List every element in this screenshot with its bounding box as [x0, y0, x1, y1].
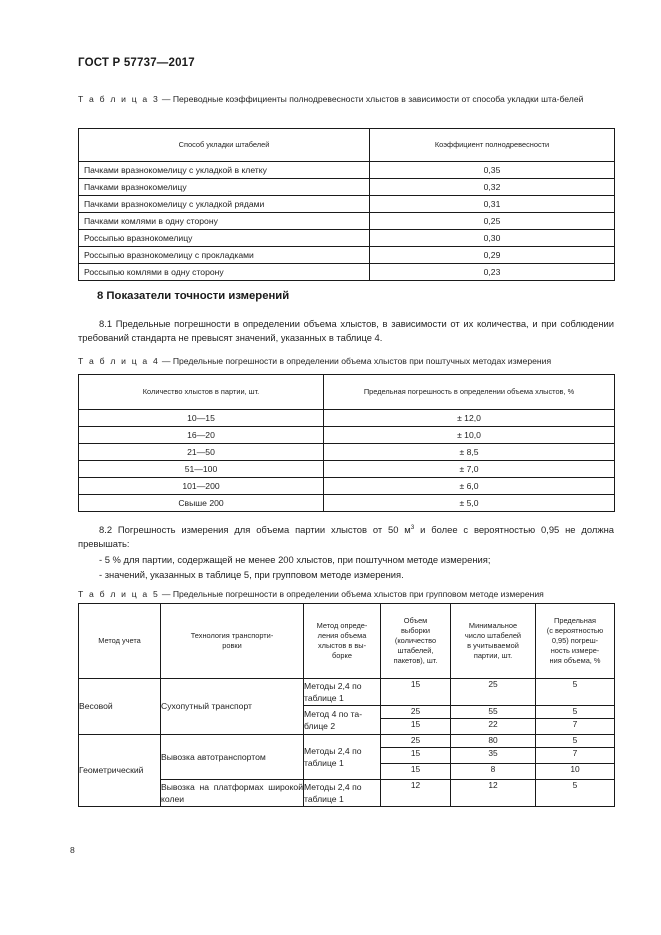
table3-cell-coefficient: 0,25 [370, 213, 615, 230]
table-row [79, 478, 615, 495]
table5-cell-min-stacks: 12 [451, 779, 536, 806]
table4-errors [78, 374, 615, 512]
table5-cell-max-error: 7 [536, 747, 615, 763]
table5-col-volume-method: Метод опреде- ления объема хлыстов в вы- борке [304, 604, 381, 679]
table-row [79, 247, 615, 264]
table-row [79, 230, 615, 247]
table4-cell-error: ± 6,0 [324, 478, 615, 495]
table5-col-accounting-method: Метод учета [79, 604, 161, 679]
table5-cell-volume-method: Метод 4 по та-блице 2 [304, 706, 381, 735]
table-row [79, 444, 615, 461]
table5-cell-technology: Сухопутный транспорт [161, 679, 304, 735]
table4-cell-error: ± 5,0 [324, 495, 615, 512]
table5-cell-min-stacks: 8 [451, 763, 536, 779]
table3-col-coefficient: Коэффициент полнодревесности [370, 129, 615, 162]
table5-cell-max-error: 7 [536, 718, 615, 734]
table4-caption-text: — Предельные погрешности в определении объема хлыстов при поштучных методах измерения [159, 356, 552, 366]
table4-cell-error: ± 7,0 [324, 461, 615, 478]
table4-cell-quantity: Свыше 200 [79, 495, 324, 512]
table5-cell-min-stacks: 55 [451, 706, 536, 719]
table3-caption [78, 93, 614, 106]
table-row [79, 213, 615, 230]
paragraph-8-2 [78, 523, 614, 552]
table5-cell-sample-volume: 12 [381, 779, 451, 806]
table-row [79, 495, 615, 512]
table4-cell-quantity: 101—200 [79, 478, 324, 495]
table3-cell-coefficient: 0,29 [370, 247, 615, 264]
table3-cell-coefficient: 0,30 [370, 230, 615, 247]
table3-body [79, 162, 615, 281]
table5-body [79, 679, 615, 807]
table3-coefficients [78, 128, 615, 281]
table3-cell-coefficient: 0,31 [370, 196, 615, 213]
table4-body [79, 410, 615, 512]
bullet-item-2: - значений, указанных в таблице 5, при групповом методе измерения. [99, 569, 404, 580]
table5-cell-technology: Вывозка автотранспортом [161, 734, 304, 779]
table5-cell-max-error: 5 [536, 734, 615, 747]
table5-cell-volume-method: Методы 2,4 по таблице 1 [304, 734, 381, 779]
table5-caption-text: — Предельные погрешности в определении объема хлыстов при групповом методе измерения [159, 589, 544, 599]
table5-caption-label: Т а б л и ц а 5 [78, 589, 160, 599]
table4-col-error: Предельная погрешность в определении объема хлыстов, % [324, 375, 615, 410]
paragraph-8-2-part2: и более с вероятностью 0,95 не должна превышать: [78, 524, 614, 550]
table3-caption-label: Т а б л и ц а 3 [78, 94, 160, 104]
table4-col-quantity: Количество хлыстов в партии, шт. [79, 375, 324, 410]
table-row [79, 461, 615, 478]
table3-cell-coefficient: 0,35 [370, 162, 615, 179]
table-row [79, 427, 615, 444]
table5-group-errors [78, 603, 615, 807]
table5-cell-sample-volume: 15 [381, 763, 451, 779]
paragraph-8-1: 8.1 Предельные погрешности в определении объема хлыстов, в зависимости от их количества, и при соблюдении требований стандарта не превысят значений, указанных в таблице 4. [78, 318, 614, 344]
table5-col-max-error: Предельная (с вероятностью 0,95) погреш- ность измере- ния объема, % [536, 604, 615, 679]
table5-cell-accounting-method: Весовой [79, 679, 161, 735]
bullet-item-1: - 5 % для партии, содержащей не менее 200 хлыстов, при поштучном методе измерения; [99, 554, 491, 565]
table3-col-method: Способ укладки штабелей [79, 129, 370, 162]
section-8-heading: 8 Показатели точности измерений [97, 290, 290, 302]
table5-header-row [79, 604, 615, 679]
table5-cell-volume-method: Методы 2,4 по таблице 1 [304, 779, 381, 806]
table4-header-row [79, 375, 615, 410]
table5-cell-volume-method: Методы 2,4 по таблице 1 [304, 679, 381, 706]
standard-number-header: ГОСТ Р 57737—2017 [78, 57, 195, 69]
table3-cell-method: Пачками вразнокомелицу с укладкой рядами [79, 196, 370, 213]
table4-cell-error: ± 8,5 [324, 444, 615, 461]
paragraph-8-2-part1: 8.2 Погрешность измерения для объема партии хлыстов от 50 м [99, 524, 411, 535]
table5-cell-min-stacks: 35 [451, 747, 536, 763]
table4-caption [78, 355, 614, 368]
table3-cell-method: Россыпью вразнокомелицу [79, 230, 370, 247]
table4-cell-error: ± 10,0 [324, 427, 615, 444]
table4-cell-error: ± 12,0 [324, 410, 615, 427]
table5-cell-min-stacks: 22 [451, 718, 536, 734]
table5-col-sample-volume: Объем выборки (количество штабелей, пакетов), шт. [381, 604, 451, 679]
table-row [79, 162, 615, 179]
table5-cell-max-error: 10 [536, 763, 615, 779]
table3-cell-method: Пачками вразнокомелицу с укладкой в клетку [79, 162, 370, 179]
table5-col-min-stacks: Минимальное число штабелей в учитываемой партии, шт. [451, 604, 536, 679]
table5-caption [78, 588, 614, 601]
table3-header-row [79, 129, 615, 162]
table3-cell-coefficient: 0,23 [370, 264, 615, 281]
table5-cell-sample-volume: 15 [381, 747, 451, 763]
cubic-meter-exponent: 3 [410, 523, 415, 531]
table3-cell-method: Пачками комлями в одну сторону [79, 213, 370, 230]
table3-cell-method: Россыпью вразнокомелицу с прокладками [79, 247, 370, 264]
table4-cell-quantity: 16—20 [79, 427, 324, 444]
table5-cell-accounting-method: Геометрический [79, 734, 161, 806]
table5-cell-sample-volume: 25 [381, 734, 451, 747]
table5-cell-max-error: 5 [536, 679, 615, 706]
table5-cell-min-stacks: 25 [451, 679, 536, 706]
table5-cell-sample-volume: 15 [381, 679, 451, 706]
table5-cell-min-stacks: 80 [451, 734, 536, 747]
table5-cell-technology: Вывозка на платформах широкой колеи [161, 779, 304, 806]
table4-cell-quantity: 51—100 [79, 461, 324, 478]
table-row [79, 734, 615, 747]
table5-cell-sample-volume: 15 [381, 718, 451, 734]
table5-cell-sample-volume: 25 [381, 706, 451, 719]
table-row [79, 179, 615, 196]
table-row [79, 264, 615, 281]
table5-cell-max-error: 5 [536, 779, 615, 806]
table4-cell-quantity: 10—15 [79, 410, 324, 427]
table-row [79, 679, 615, 706]
table-row [79, 196, 615, 213]
table-row [79, 410, 615, 427]
table5-col-technology: Технология транспорти- ровки [161, 604, 304, 679]
table3-cell-coefficient: 0,32 [370, 179, 615, 196]
table4-caption-label: Т а б л и ц а 4 [78, 356, 160, 366]
table4-cell-quantity: 21—50 [79, 444, 324, 461]
table5-cell-max-error: 5 [536, 706, 615, 719]
table3-cell-method: Пачками вразнокомелицу [79, 179, 370, 196]
page-number: 8 [70, 845, 75, 855]
table3-cell-method: Россыпью комлями в одну сторону [79, 264, 370, 281]
table3-caption-text: — Переводные коэффициенты полнодревесности хлыстов в зависимости от способа укладки шта-белей [159, 94, 584, 104]
